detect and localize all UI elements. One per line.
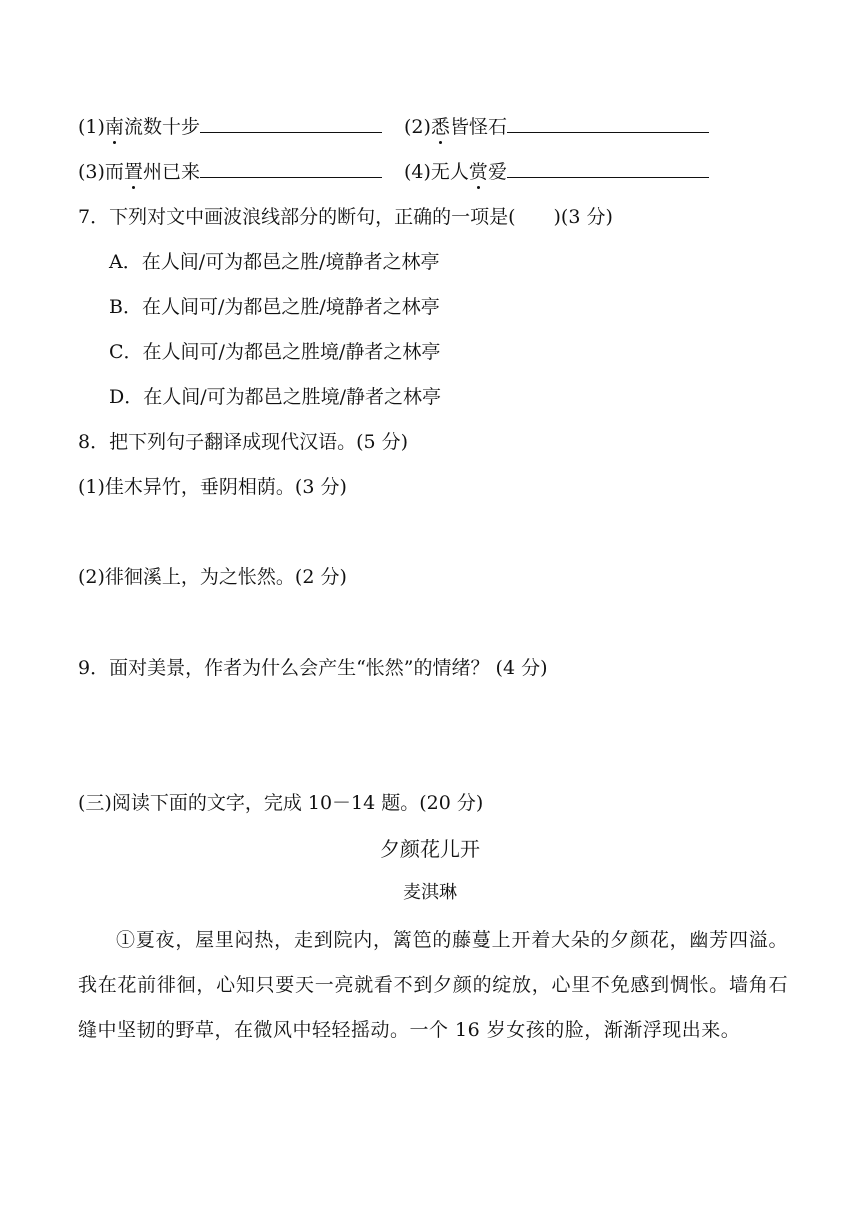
q6-item-4-dotted-char: 赏: [468, 161, 488, 183]
q8-sub-2: (2)徘徊溪上，为之怅然。(2 分): [78, 566, 347, 588]
q6-item-3-text-b: 州已来: [142, 161, 200, 183]
q9-stem: 9．面对美景，作者为什么会产生“怅然”的情绪？ (4 分): [78, 657, 548, 679]
q6-item-1-dotted-char: 南: [104, 116, 124, 138]
q6-item-3: [78, 157, 382, 185]
q6-item-3-text-a: 而: [104, 161, 124, 183]
q6-item-4-answer-blank[interactable]: [507, 157, 709, 178]
q7-option-b[interactable]: B．在人间可/为都邑之胜/境静者之林亭: [109, 296, 440, 318]
q8-stem: 8．把下列句子翻译成现代汉语。(5 分): [78, 431, 409, 453]
q6-item-2-prefix: (2): [404, 116, 431, 138]
q6-item-4: [404, 157, 709, 185]
q8-sub-1: (1)佳木异竹，垂阴相荫。(3 分): [78, 476, 347, 498]
q6-item-4-text: 爱: [487, 161, 507, 183]
q6-item-2: [404, 112, 709, 140]
section-3-intro: (三)阅读下面的文字，完成 10－14 题。(20 分): [78, 792, 484, 814]
q7-stem: 7．下列对文中画波浪线部分的断句，正确的一项是( )(3 分): [78, 206, 613, 228]
q7-option-d[interactable]: D．在人间/可为都邑之胜境/静者之林亭: [109, 386, 442, 408]
article-author: 麦淇琳: [403, 882, 457, 903]
q6-item-4-prefix: (4)无人: [404, 161, 469, 183]
article-title: 夕颜花儿开: [380, 837, 480, 861]
q6-item-3-dotted-char: 置: [123, 161, 143, 183]
q6-item-2-text: 皆怪石: [449, 116, 507, 138]
q6-item-1-prefix: (1): [78, 116, 105, 138]
q6-item-2-answer-blank[interactable]: [507, 112, 709, 133]
q6-item-3-prefix: (3): [78, 161, 105, 183]
q7-option-a[interactable]: A．在人间/可为都邑之胜/境静者之林亭: [109, 251, 440, 273]
q6-item-2-dotted-char: 悉: [430, 116, 450, 138]
q7-option-c[interactable]: C．在人间可/为都邑之胜境/静者之林亭: [109, 341, 441, 363]
q6-item-1: [78, 112, 382, 140]
article-paragraph-1: ①夏夜，屋里闷热，走到院内，篱笆的藤蔓上开着大朵的夕颜花，幽芳四溢。我在花前徘徊，心知只要天一亮就看不到夕颜的绽放，心里不免感到惆怅。墙角石缝中坚韧的野草，在微风中轻轻摇动。一个 16 岁女孩的脸，渐渐浮现出来。: [78, 929, 788, 1041]
q6-item-1-answer-blank[interactable]: [200, 112, 382, 133]
q6-item-3-answer-blank[interactable]: [200, 157, 382, 178]
q6-item-1-text: 流数十步: [123, 116, 200, 138]
